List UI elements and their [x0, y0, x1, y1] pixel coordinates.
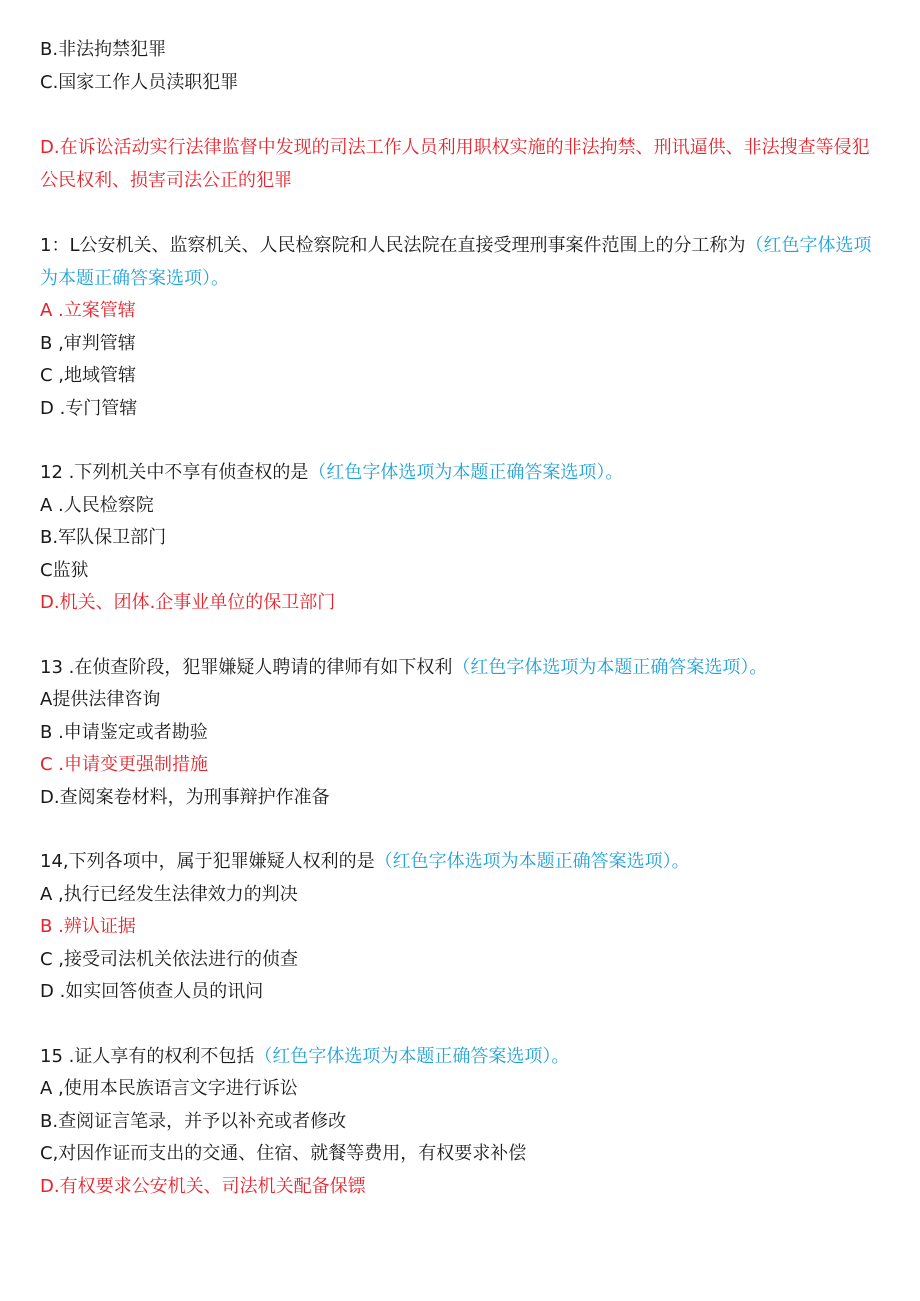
answer-hint: （红色字体选项为本题正确答案选项）。 [452, 656, 768, 678]
spacer [40, 197, 880, 229]
answer-hint: （红色字体选项为本题正确答案选项）。 [308, 462, 624, 483]
answer-hint: （红色字体选项 为本题正确答案选项）。 [40, 235, 872, 289]
correct-option-line: A .立案管辖 [40, 300, 136, 321]
correct-option-line: C .申请变更强制措施 [40, 754, 209, 775]
option-line: C ,地域管辖 [40, 365, 137, 386]
option-line: A提供法律咨询 [40, 689, 161, 710]
question-text: 12 .下列机关中不享有侦查权的是 [40, 462, 309, 483]
spacer [40, 814, 880, 846]
option-line: C ,接受司法机关依法进行的侦查 [40, 948, 299, 970]
question-text: 15 .证人享有的权利不包括 [40, 1045, 255, 1067]
question-stem [40, 457, 880, 490]
option-line: A ,执行已经发生法律效力的判决 [40, 883, 298, 905]
question-stem [40, 652, 880, 685]
correct-option-line: B .辨认证据 [40, 916, 136, 937]
answer-hint: （红色字体选项为本题正确答案选项）。 [374, 851, 690, 872]
spacer [40, 99, 880, 131]
option-line: D.查阅案卷材料，为刑事辩护作准备 [40, 786, 330, 808]
question-stem [40, 846, 880, 879]
question-text: 14,下列各项中，属于犯罪嫌疑人权利的是 [40, 851, 375, 872]
question-stem [40, 1041, 880, 1074]
question-stem [40, 229, 880, 295]
option-line: B .申请鉴定或者勘验 [40, 721, 208, 743]
option-line: D .如实回答侦查人员的讯问 [40, 981, 264, 1002]
document-page [40, 34, 880, 1203]
option-line: C.国家工作人员渎职犯罪 [40, 71, 239, 93]
option-line: B.军队保卫部门 [40, 527, 167, 548]
option-line: A .人民检察院 [40, 494, 154, 516]
question-text: 1：L公安机关、监察机关、人民检察院和人民法院在直接受理刑事案件范围上的分工称为 [40, 235, 746, 256]
option-line: C,对因作证而支出的交通、住宿、就餐等费用，有权要求补偿 [40, 1143, 527, 1164]
correct-option-line: D.机关、团体.企事业单位的保卫部门 [40, 592, 336, 613]
option-line: B.查阅证言笔录，并予以补充或者修改 [40, 1110, 347, 1132]
answer-hint: （红色字体选项为本题正确答案选项）。 [254, 1045, 570, 1067]
option-line: B.非法拘禁犯罪 [40, 39, 167, 60]
option-line: A ,使用本民族语言文字进行诉讼 [40, 1078, 298, 1099]
option-line: C监狱 [40, 559, 89, 581]
option-line: B ,审判管辖 [40, 332, 136, 354]
spacer [40, 620, 880, 652]
spacer [40, 425, 880, 457]
question-text: 13 .在侦查阶段，犯罪嫌疑人聘请的律师有如下权利 [40, 656, 453, 678]
correct-option-line: D.在诉讼活动实行法律监督中发现的司法工作人员利用职权实施的非法拘禁、刑讯逼供、非法搜查等侵犯公民权利、损害司法公正的犯罪 [40, 137, 870, 191]
option-line: D .专门管辖 [40, 397, 138, 419]
correct-option-line: D.有权要求公安机关、司法机关配备保镖 [40, 1175, 366, 1197]
spacer [40, 1009, 880, 1041]
